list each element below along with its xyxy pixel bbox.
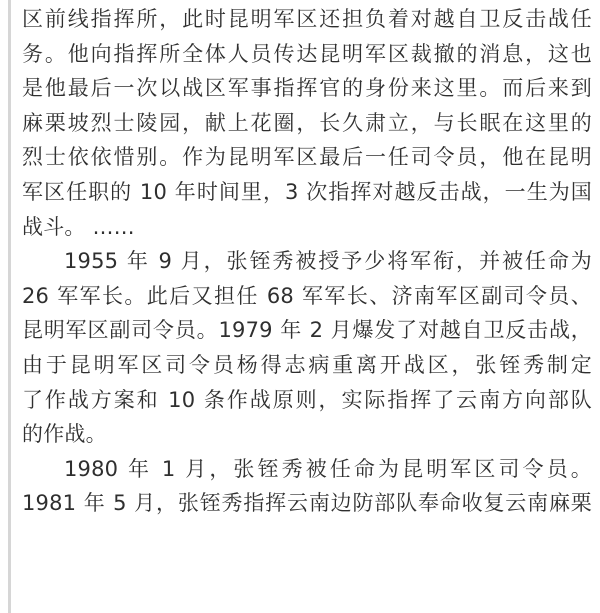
paragraph-2 [22, 244, 592, 452]
text-line: 1980 年 1 月，张铚秀被任命为昆明军区司令员。 [64, 456, 592, 481]
text-line: 26 军军长。此后又担任 68 军军长、济南军区副司令员、 [22, 283, 592, 308]
text-line: 务。他向指挥所全体人员传达昆明军区裁撤的消息，这也 [22, 41, 592, 66]
text-line: 1981 年 5 月，张铚秀指挥云南边防部队奉命收复云南麻栗 [22, 491, 592, 516]
paragraph-1 [22, 2, 592, 244]
text-line: 军区任职的 10 年时间里，3 次指挥对越反击战，一生为国 [22, 179, 592, 204]
text-line: 的作战。 [22, 422, 107, 447]
text-line: 了作战方案和 10 条作战原则，实际指挥了云南方向部队 [22, 387, 592, 412]
text-line: 是他最后一次以战区军事指挥官的身份来这里。而后来到 [22, 76, 592, 101]
text-line: 区前线指挥所，此时昆明军区还担负着对越自卫反击战任 [22, 7, 592, 31]
text-line: 烈士依依惜别。作为昆明军区最后一任司令员，他在昆明 [22, 145, 592, 170]
text-line: 战斗。 …… [22, 214, 135, 239]
text-line: 麻栗坡烈士陵园，献上花圈，长久肃立，与长眠在这里的 [22, 110, 592, 135]
article-body [22, 2, 592, 521]
text-line: 由于昆明军区司令员杨得志病重离开战区，张铚秀制定 [22, 352, 592, 377]
left-border-rule [8, 0, 11, 613]
text-line: 昆明军区副司令员。1979 年 2 月爆发了对越自卫反击战， [22, 318, 592, 343]
text-line: 1955 年 9 月，张铚秀被授予少将军衔，并被任命为 [64, 249, 592, 274]
paragraph-3 [22, 452, 592, 521]
